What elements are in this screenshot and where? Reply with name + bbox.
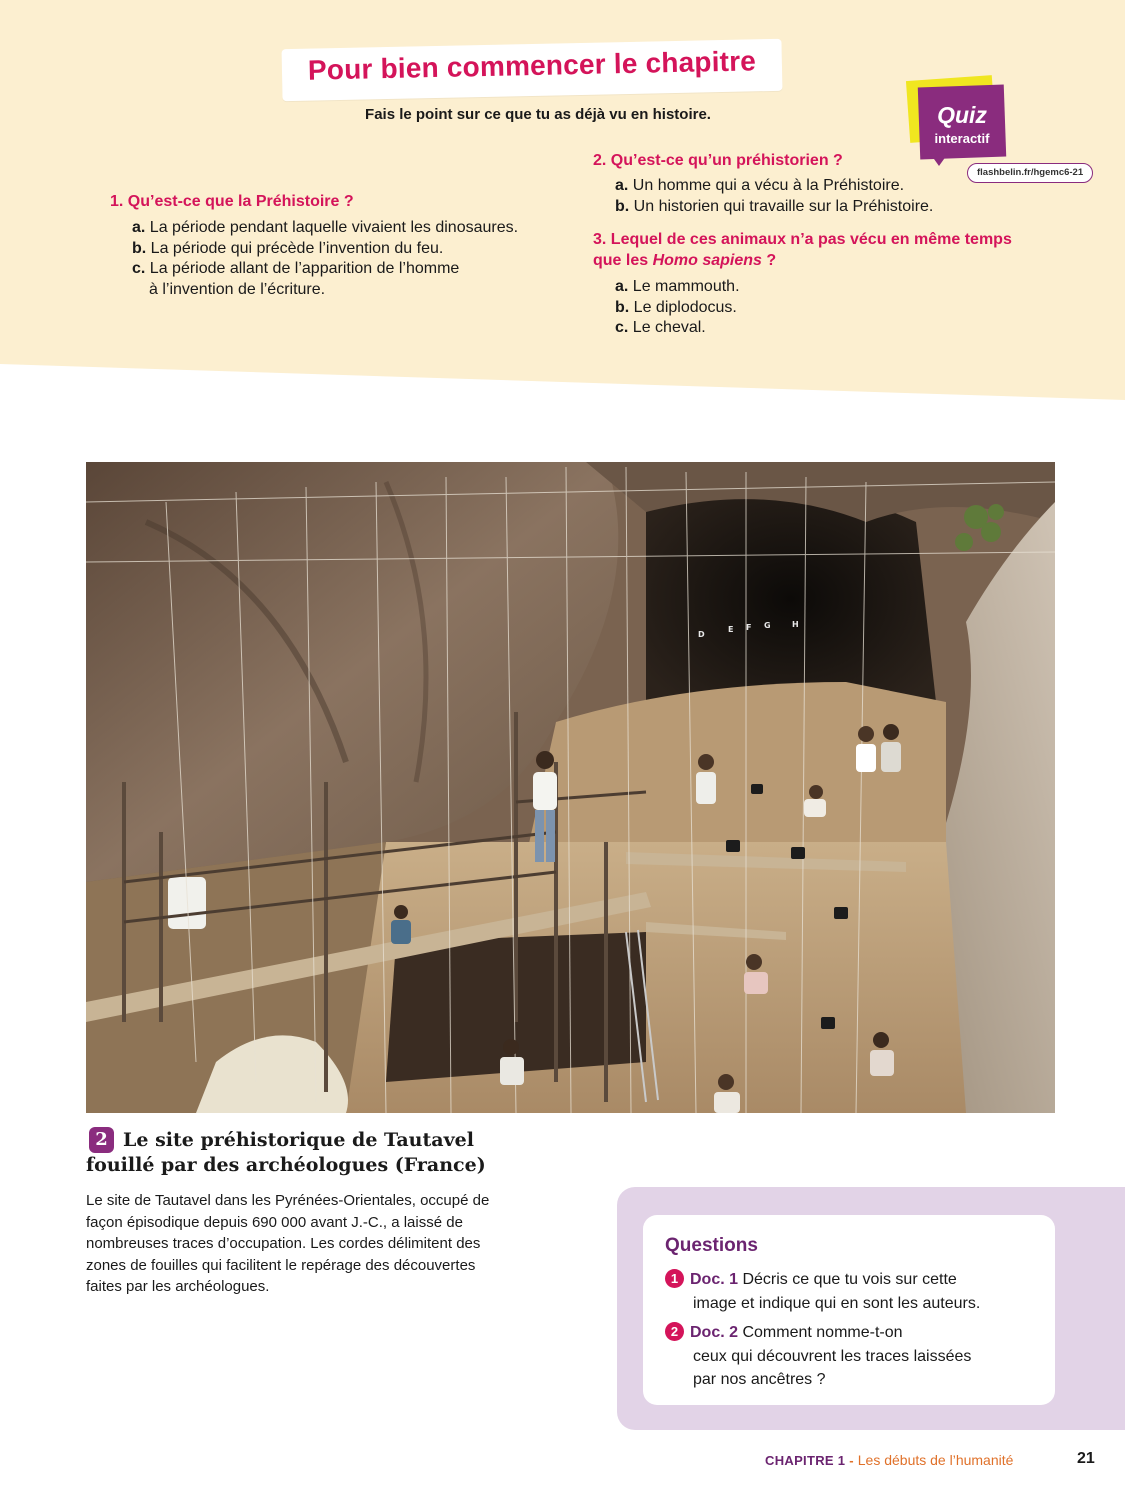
question-title: 1. Qu’est-ce que la Préhistoire ? (110, 193, 354, 210)
answer-item: a. Un homme qui a vécu à la Préhistoire. (615, 177, 905, 194)
intro-question-1 (110, 191, 580, 300)
footer-chapter: CHAPITRE 1 - Les débuts de l’humanité (765, 1452, 1014, 1468)
page-number: 21 (1077, 1450, 1095, 1467)
grid-letter-d: D (698, 630, 705, 639)
questions-title: Questions (665, 1235, 758, 1256)
quiz-sub: interactif (934, 131, 990, 146)
intro-question-2 (593, 150, 973, 217)
answer-item: b. Le diplodocus. (615, 298, 737, 316)
answer-item: a. Le mammouth. (615, 278, 740, 295)
question-number-badge: 1 (665, 1269, 684, 1288)
document-title: Le site préhistorique de Tautavel fouillé par des archéologues (France) (86, 1129, 486, 1176)
grid-letter-e: E (728, 625, 734, 634)
question-item-2: 2 Doc. 2 Comment nomme-t-on ceux qui découvrent les traces laissées par nos ancêtres ? (665, 1321, 1035, 1392)
excavation-illustration (86, 462, 1055, 1113)
grid-letter-h: H (792, 620, 799, 629)
page-subtitle: Fais le point sur ce que tu as déjà vu en histoire. (365, 106, 711, 123)
quiz-word: Quiz (937, 102, 987, 128)
answer-item: b. Un historien qui travaille sur la Préhistoire. (615, 197, 934, 215)
doc-reference: Doc. 2 (690, 1324, 739, 1341)
answer-item: c. Le cheval. (615, 319, 706, 336)
document-number-badge: 2 (89, 1127, 114, 1153)
intro-question-3 (593, 229, 1063, 339)
answer-item: a. La période pendant laquelle vivaient les dinosaures. (132, 219, 519, 236)
answer-item: b. La période qui précède l’invention du feu. (132, 239, 444, 257)
answer-item: c. La période allant de l’apparition de l’homme (132, 260, 460, 277)
question-item-1: 1 Doc. 1 Décris ce que tu vois sur cette image et indique qui en sont les auteurs. (665, 1268, 1035, 1315)
quiz-link[interactable]: flashbelin.fr/hgemc6-21 (967, 163, 1093, 183)
doc-reference: Doc. 1 (690, 1271, 739, 1288)
answer-continuation: à l’invention de l’écriture. (149, 280, 326, 298)
question-number-badge: 2 (665, 1322, 684, 1341)
excavation-photo (86, 462, 1055, 1113)
grid-letter-g: G (764, 621, 771, 630)
question-title: 2. Qu’est-ce qu’un préhistorien ? (593, 152, 843, 169)
grid-letter-f: F (746, 623, 752, 632)
page-title: Pour bien commencer le chapitre (307, 45, 757, 86)
document-caption: Le site de Tautavel dans les Pyrénées-Orientales, occupé de façon épisodique depuis 690 000 avant J.-C., a laissé de nombreuses traces d’occupation. Les cordes délimitent des zones de fouilles qui facilitent le repérage des découvertes faites par les archéologues. (86, 1192, 490, 1295)
question-title: 3. Lequel de ces animaux n’a pas vécu en même temps que les Homo sapiens ? (593, 231, 1012, 269)
